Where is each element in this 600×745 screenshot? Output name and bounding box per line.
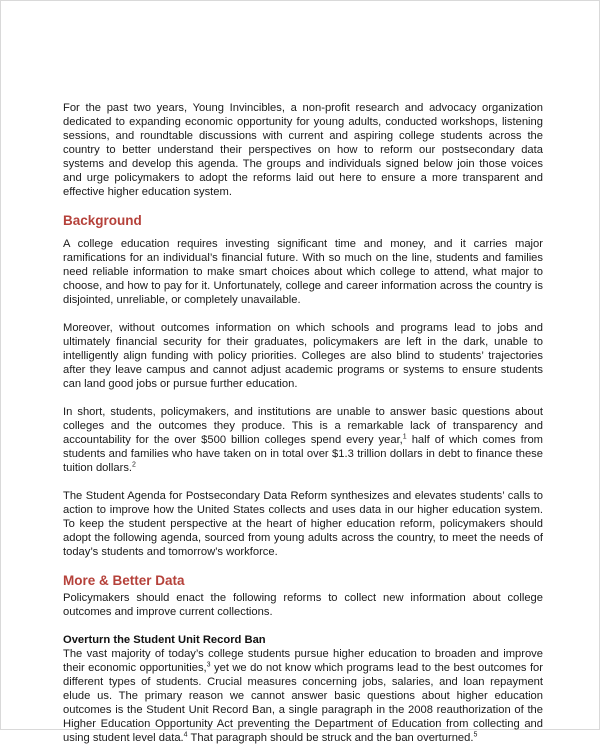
footnote-marker-1: 1 [402,433,407,441]
background-paragraph-3 [63,405,543,475]
overturn-text-b: yet we do not know which programs lead to the best outcomes for different types of students. Crucial measures concerning jobs, salaries, and loan repayment elude us. The primary reason we cannot answer basic questions about higher education outcomes is the Student Unit Record Ban, a single paragraph in the 2008 reauthorization of the Higher Education Opportunity Act preventing the Department of Education from collecting and using student level data. [63,662,544,744]
background-paragraph-2: Moreover, without outcomes information on which schools and programs lead to jobs and ultimately financial security for their graduates, policymakers are left in the dark, unable to intelligently align funding with policy priorities. Colleges are also blind to students’ trajectories after they leave campus and cannot adjust academic programs or systems to ensure students can land good jobs or pursue further education. [63,322,543,390]
background-paragraph-3-text-b: half of which comes from students and families who have taken on in total over $1.3 trillion dollars in debt to finance these tuition dollars. [63,434,543,474]
footnote-marker-4: 4 [183,731,188,739]
more-better-data-heading: More & Better Data [63,573,185,588]
intro-paragraph: For the past two years, Young Invincibles, a non-profit research and advocacy organization dedicated to expanding economic opportunity for young adults, conducted workshops, listening sessions, and roundtable discussions with current and aspiring college students across the country to better understand their perspectives on how to reform our postsecondary data systems and develop this agenda. The groups and individuals signed below join those voices and urge policymakers to adopt the reforms laid out here to ensure a more transparent and effective higher education system. [63,102,543,198]
footnote-marker-2: 2 [132,461,136,469]
footnote-marker-3: 3 [206,661,211,669]
overturn-ban-paragraph [63,647,543,745]
more-better-data-paragraph: Policymakers should enact the following reforms to collect new information about college outcomes and improve current collections. [63,592,543,618]
overturn-text-c: That paragraph should be struck and the ban overturned. [187,732,474,744]
background-heading: Background [63,213,142,228]
background-paragraph-4: The Student Agenda for Postsecondary Data Reform synthesizes and elevates students’ calls to action to improve how the United States collects and uses data in our higher education system. To keep the student perspective at the heart of higher education reform, policymakers should adopt the following agenda, sourced from young adults across the country, to meet the needs of today’s students and tomorrow’s workforce. [63,490,543,558]
background-paragraph-3-text-a: In short, students, policymakers, and institutions are unable to answer basic questions about colleges and the outcomes they produce. This is a remarkable lack of transparency and accountability for the over $500 billion colleges spend every year, [63,406,543,446]
document-body [63,101,543,745]
footnote-marker-5: 5 [473,731,478,739]
background-paragraph-1: A college education requires investing significant time and money, and it carries major ramifications for an individual’s financial future. With so much on the line, students and families need reliable information to make smart choices about which college to attend, what major to choose, and how to pay for it. Unfortunately, college and career information across the country is disjointed, unreliable, or completely unavailable. [63,238,543,306]
overturn-text-a: The vast majority of today’s college students pursue higher education to broaden and improve their economic opportunities, [63,648,543,674]
overturn-ban-heading: Overturn the Student Unit Record Ban [63,634,266,646]
